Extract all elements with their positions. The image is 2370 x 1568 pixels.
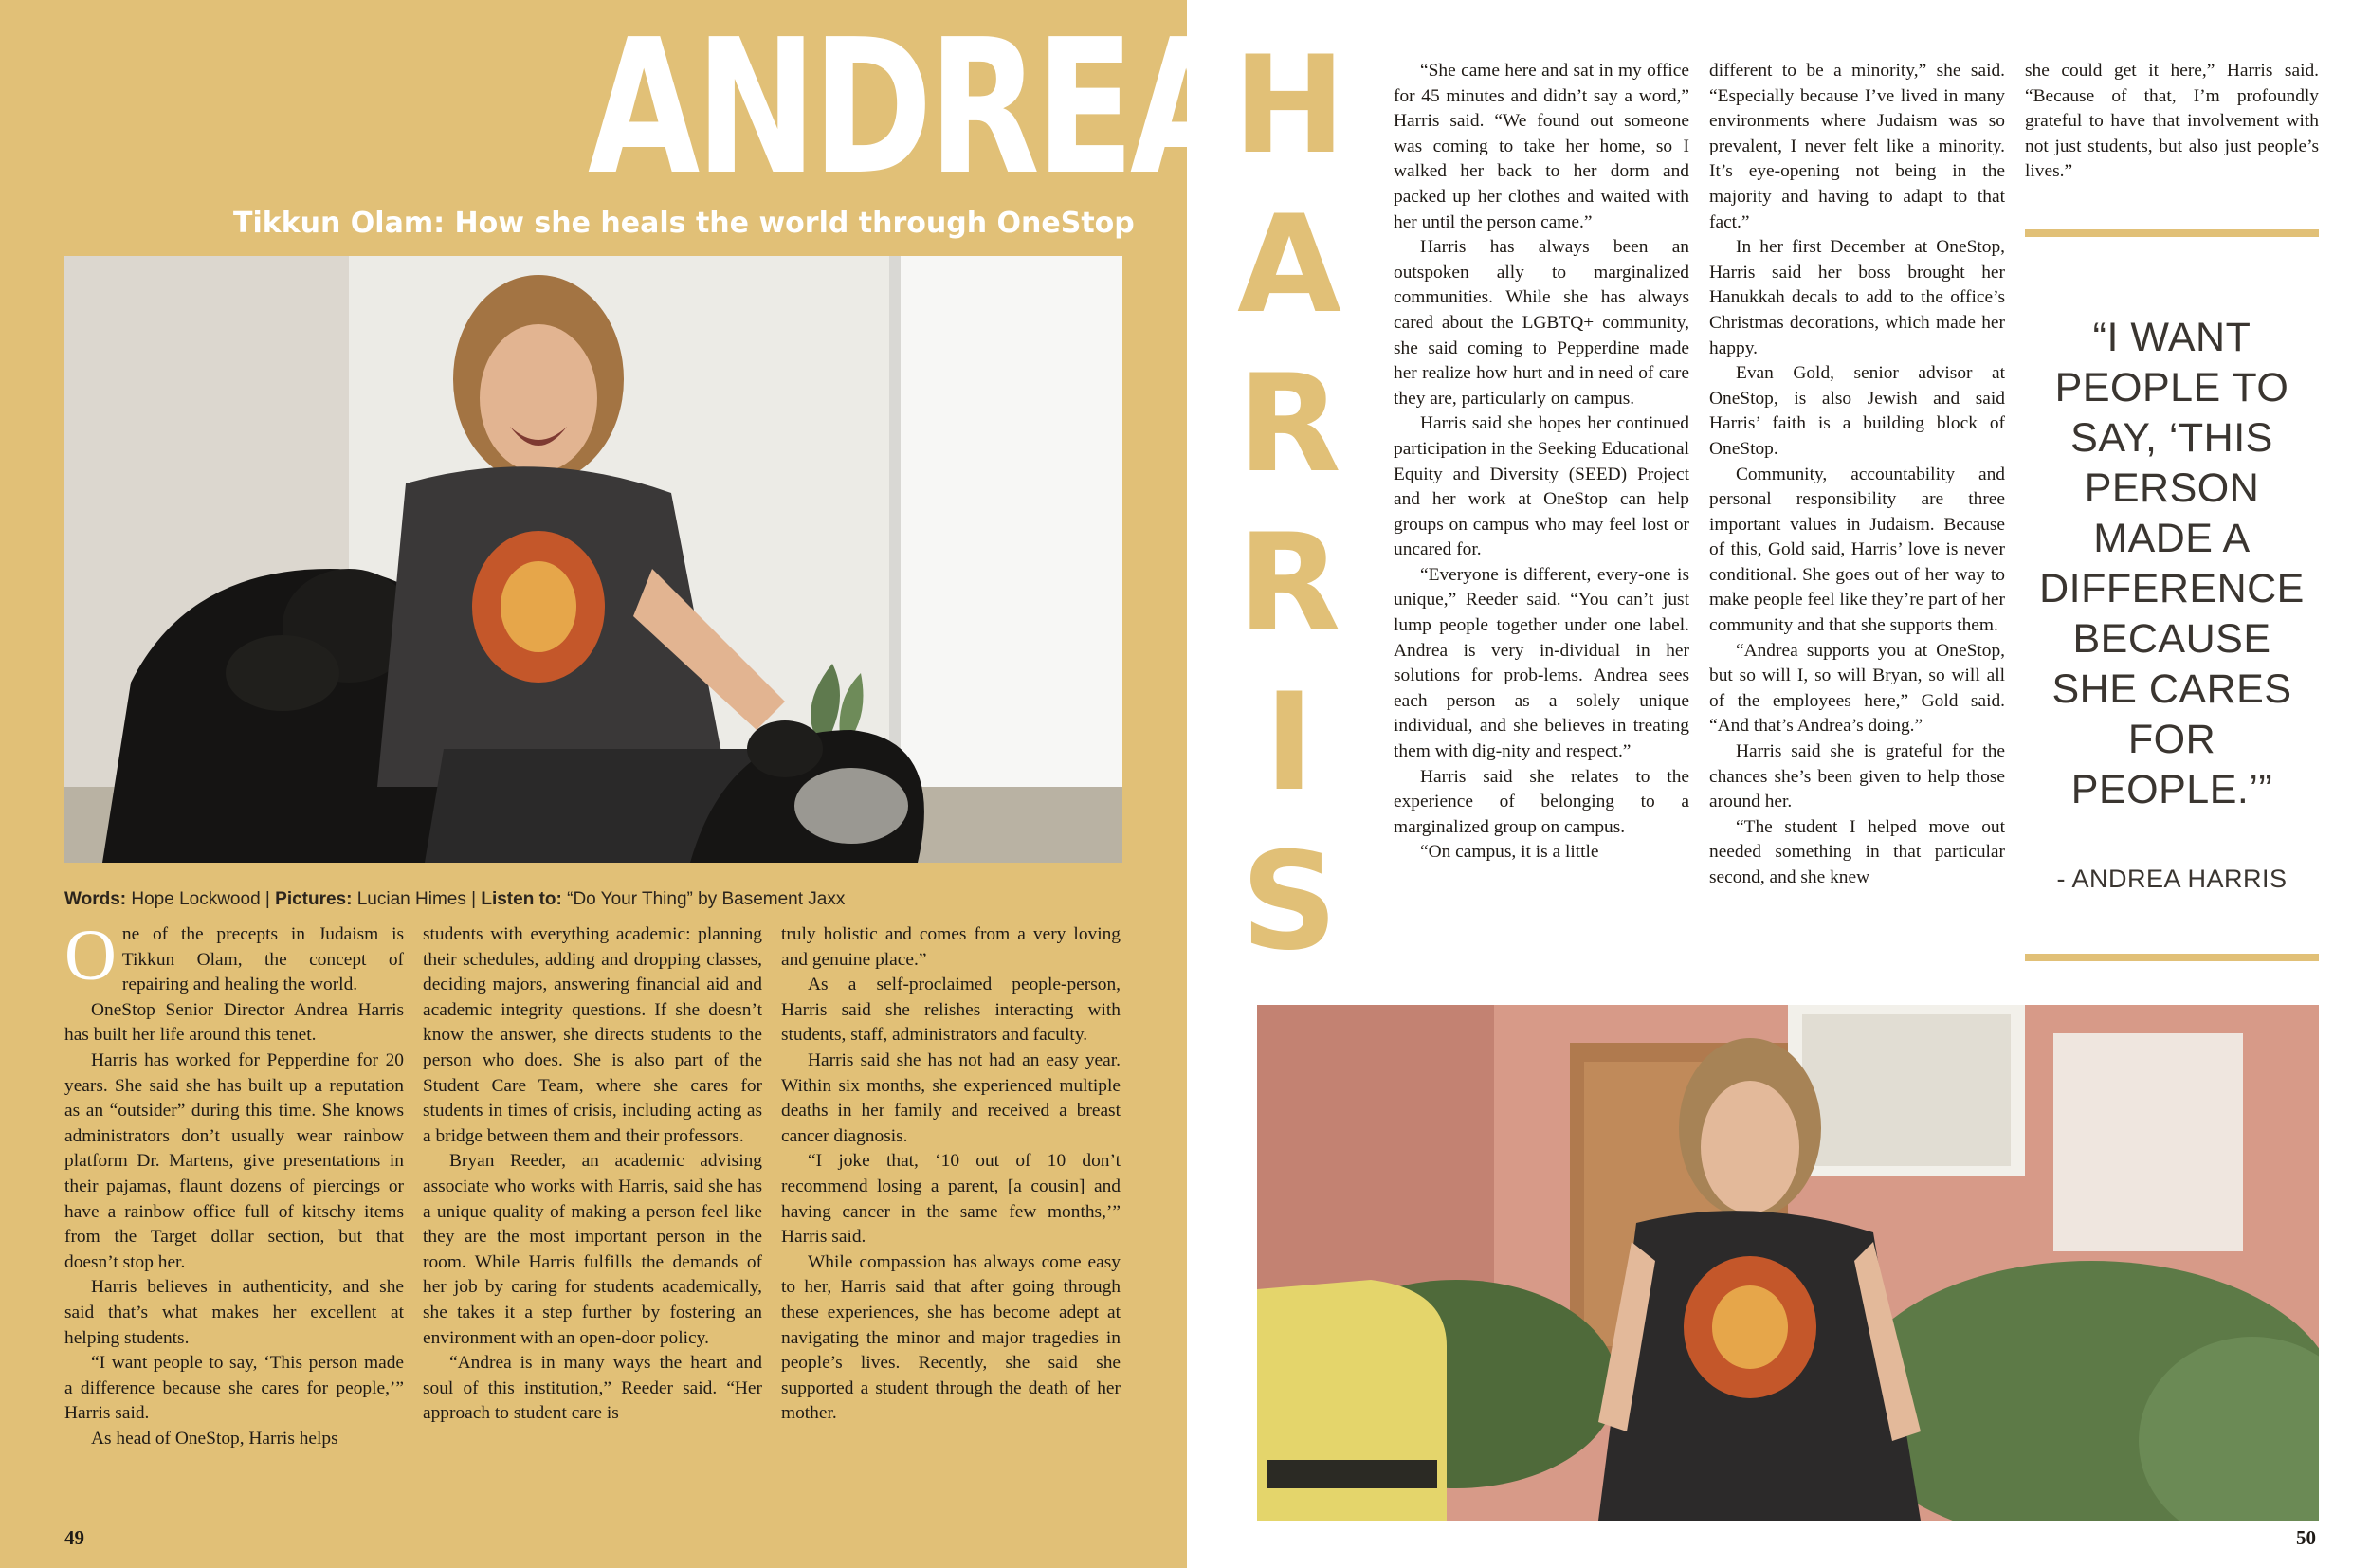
body-column-6 [2025, 59, 2319, 185]
article-paragraph: Harris said she relates to the experience of belonging to a marginalized group on campus. [1394, 766, 1689, 837]
pull-quote-attribution: - ANDREA HARRIS [2056, 865, 2288, 893]
article-paragraph: Harris has worked for Pepperdine for 20 years. She said she has built up a reputation as an “outsider” during this time. She knows administrators don’t usually wear rainbow platform Dr. Martens, give presentations in their pajamas, flaunt dozens of piercings or have a rainbow office full of kitschy items from the Target dollar section, but that doesn’t stop her. [64, 1049, 404, 1272]
listen-credit: “Do Your Thing” by Basement Jaxx [567, 889, 846, 909]
article-paragraph: In her first December at OneStop, Harris said her boss brought her Hanukkah decals to add to the office’s Christmas decorations, which made her happy. [1709, 237, 2005, 358]
pull-quote-rule-bottom [2025, 954, 2319, 961]
article-paragraph: Harris said she has not had an easy year. Within six months, she experienced multiple deaths in her family and received a breast cancer diagnosis. [781, 1049, 1121, 1146]
article-paragraph: Evan Gold, senior advisor at OneStop, is also Jewish and said Harris’ faith is a building block of OneStop. [1709, 363, 2005, 459]
words-label: Words: [64, 889, 127, 909]
credits-separator: | [471, 889, 477, 909]
article-subtitle: Tikkun Olam: How she heals the world through OneStop [233, 207, 1135, 240]
article-paragraph: students with everything academic: planning their schedules, adding and dropping classes, deciding majors, answering financial aid and academic integrity questions. If she doesn’t know the answer, she directs students to the person who does. She is also part of the Student Care Team, where she cares for students in times of crisis, including acting as a bridge between them and their professors. [423, 924, 762, 1146]
article-paragraph: truly holistic and comes from a very loving and genuine place.” [781, 924, 1121, 970]
article-paragraph: One of the precepts in Judaism is Tikkun Olam, the concept of repairing and healing the world. [64, 916, 404, 995]
article-paragraph: she could get it here,” Harris said. “Because of that, I’m profoundly grateful to have that involvement with not just students, but also just people’s lives.” [2025, 61, 2319, 182]
article-paragraph: “Everyone is different, every-one is unique,” Reeder said. “You can’t just lump people together under one label. Andrea is very in-dividual in her solutions for prob-lems. Andrea sees each person as a solely unique individual, and she believes in treating them with dig-nity and respect.” [1394, 564, 1689, 762]
article-paragraph: Bryan Reeder, an academic advising associate who works with Harris, said she has a unique quality of making a person feel like they are the most important person in the room. While Harris fulfills the demands of her job by caring for students academically, she takes it a step further by fostering an environment with an open-door policy. [423, 1151, 762, 1348]
article-paragraph: Harris said she is grateful for the chances she’s been given to help those around her. [1709, 741, 2005, 812]
article-paragraph: “The student I helped move out needed something in that particular second, and she knew [1709, 816, 2005, 887]
article-paragraph: While compassion has always come easy to her, Harris said that after going through these experiences, she has become adept at navigating the minor and major tragedies in people’s lives. Recently, she said she supported a student through the death of her mother. [781, 1251, 1121, 1424]
body-column-2 [423, 922, 762, 1427]
article-paragraph: Harris said she hopes her continued participation in the Seeking Educational Equity and Diversity (SEED) Project and her work at OneStop can help groups on campus who may feel lost or uncared for. [1394, 413, 1689, 560]
article-paragraph: “Andrea supports you at OneStop, but so will I, so will Bryan, so will all of the employees here,” Gold said. “And that’s Andrea’s doing.” [1709, 640, 2005, 737]
body-column-4 [1394, 59, 1689, 866]
body-column-1 [64, 916, 404, 1451]
article-paragraph: As a self-proclaimed people-person, Harris said she relishes interacting with students, staff, administrators and faculty. [781, 975, 1121, 1046]
article-paragraph: different to be a minority,” she said. “Especially because I’ve lived in many environments where Judaism was so prevalent, I never felt like a minority. It’s eye-opening not being in the majority and having to adapt to that fact.” [1709, 61, 2005, 232]
article-paragraph: Community, accountability and personal responsibility are three important values in Judaism. Because of this, Gold said, Harris’ love is never conditional. She goes out of her way to make people feel like they’re part of her community and that she supports them. [1709, 464, 2005, 636]
article-paragraph: Harris believes in authenticity, and she said that’s what makes her excellent at helping students. [64, 1277, 404, 1348]
body-column-5 [1709, 59, 2005, 891]
body-column-3 [781, 922, 1121, 1427]
pull-quote: “I WANT PEOPLE TO SAY, ‘THIS PERSON MADE A DIFFERENCE BECAUSE SHE CARES FOR PEOPLE.’” [2039, 315, 2305, 812]
second-photo-illustration [1257, 1005, 2319, 1521]
article-paragraph: Harris has always been an outspoken ally to marginalized communities. While she has always cared about the LGBTQ+ community, she said coming to Pepperdine made her realize how hurt and in need of care they are, particularly on campus. [1394, 237, 1689, 409]
article-paragraph: “Andrea is in many ways the heart and soul of this institution,” Reeder said. “Her approach to student care is [423, 1353, 762, 1424]
headline-last-name: HARRIS [1232, 27, 1346, 980]
credits-line [64, 887, 1126, 912]
article-paragraph: “On campus, it is a little [1420, 842, 1599, 863]
credits-separator: | [264, 889, 270, 909]
article-paragraph: OneStop Senior Director Andrea Harris has built her life around this tenet. [64, 999, 404, 1046]
feature-photo-illustration [64, 256, 1122, 863]
article-paragraph: “I want people to say, ‘This person made a difference because she cares for people,’” Harris said. [64, 1353, 404, 1424]
pictures-label: Pictures: [275, 889, 353, 909]
drop-cap: O [64, 916, 117, 995]
second-photo [1257, 1005, 2319, 1521]
page-number-right: 50 [2296, 1526, 2316, 1549]
listen-label: Listen to: [481, 889, 562, 909]
article-paragraph: As head of OneStop, Harris helps [91, 1428, 338, 1449]
article-paragraph: “She came here and sat in my office for 45 minutes and didn’t say a word,” Harris said. “We found out someone was coming to take her home, so I walked her back to her dorm and packed up her clothes and waited with her until the person came.” [1394, 61, 1689, 232]
article-paragraph: “I joke that, ‘10 out of 10 don’t recommend losing a parent, [a cousin] and having cancer in the same few months,’” Harris said. [781, 1151, 1121, 1248]
pictures-credit: Lucian Himes [356, 889, 466, 909]
feature-photo [64, 256, 1122, 863]
words-credit: Hope Lockwood [131, 889, 261, 909]
headline-first-name: ANDREA [588, 0, 1238, 216]
pull-quote-rule-top [2025, 229, 2319, 237]
page-number-left: 49 [64, 1526, 84, 1549]
